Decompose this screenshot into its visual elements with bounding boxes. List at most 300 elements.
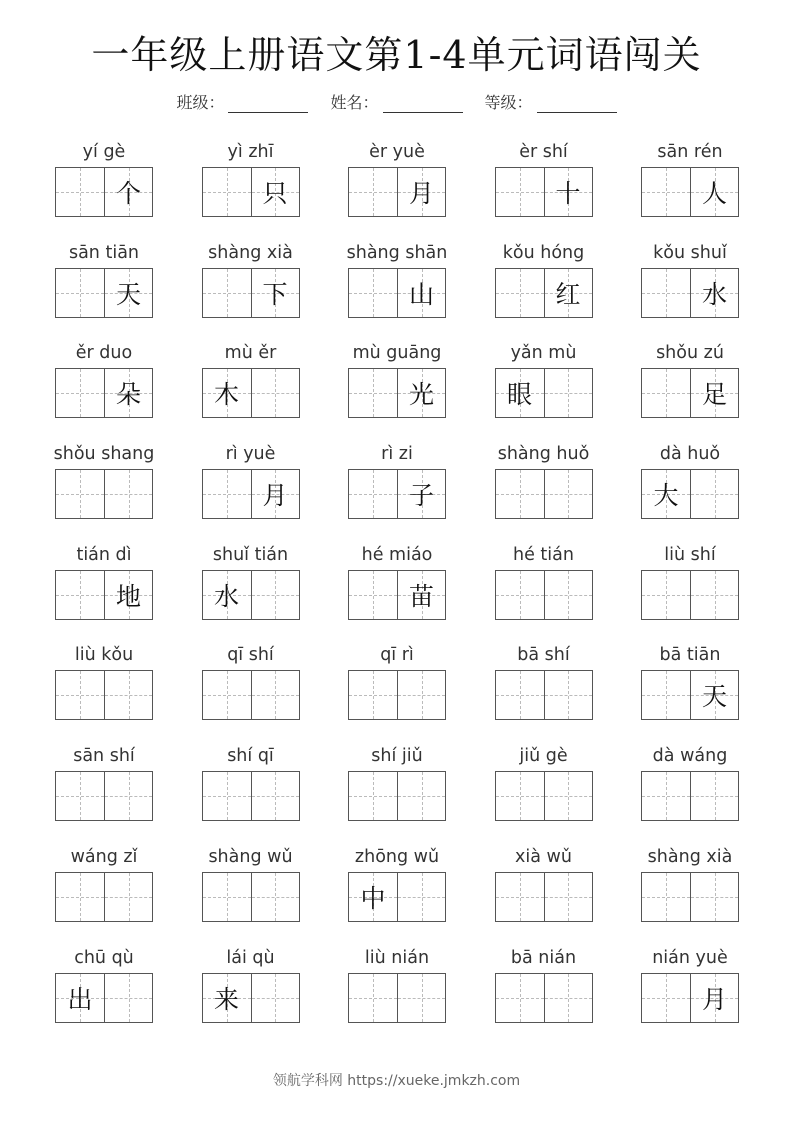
word-item (55, 341, 153, 442)
writing-box[interactable] (397, 269, 445, 317)
word-item (641, 845, 739, 946)
hanzi-char: 水 (213, 581, 239, 611)
writing-box[interactable] (349, 470, 397, 518)
tianzige-boxes (495, 167, 593, 217)
hanzi-char: 红 (555, 279, 581, 309)
hanzi-char: 水 (701, 279, 727, 309)
word-item (55, 643, 153, 744)
hanzi-char (496, 974, 544, 1022)
writing-box[interactable] (203, 168, 251, 216)
writing-box[interactable] (642, 974, 690, 1022)
word-item (641, 341, 739, 442)
writing-box[interactable] (690, 470, 738, 518)
pinyin-label: mù ěr (224, 343, 277, 364)
word-item (202, 845, 300, 946)
tianzige-boxes (495, 771, 593, 821)
pinyin-label: sān rén (657, 142, 723, 162)
word-item (55, 845, 153, 946)
tianzige-boxes (348, 570, 446, 620)
writing-box[interactable] (397, 772, 445, 820)
hanzi-char: 只 (262, 179, 288, 208)
student-info (0, 90, 793, 113)
word-item (641, 442, 739, 543)
word-item (641, 140, 739, 241)
tianzige-boxes (348, 670, 446, 720)
name-blank[interactable] (383, 96, 463, 113)
hanzi-char (642, 571, 690, 619)
writing-box[interactable] (496, 168, 544, 216)
pinyin-label: xià wǔ (515, 846, 572, 867)
writing-box[interactable] (642, 470, 690, 518)
word-item (348, 442, 446, 543)
hanzi-char: 木 (213, 380, 239, 410)
hanzi-char (642, 168, 690, 216)
writing-box[interactable] (690, 974, 738, 1022)
writing-box[interactable] (496, 671, 544, 719)
writing-box[interactable] (349, 772, 397, 820)
name-label: 姓名： (330, 93, 379, 112)
writing-box[interactable] (56, 470, 104, 518)
writing-box[interactable] (544, 571, 592, 619)
tianzige-boxes (641, 469, 739, 519)
writing-box[interactable] (496, 772, 544, 820)
tianzige-boxes (202, 771, 300, 821)
writing-box[interactable] (203, 873, 251, 921)
pinyin-label: shàng huǒ (497, 444, 590, 465)
tianzige-boxes (495, 570, 593, 620)
word-item (495, 241, 593, 342)
hanzi-char: 下 (262, 279, 288, 309)
word-item (348, 946, 446, 1047)
tianzige-boxes (55, 570, 153, 620)
pinyin-label: shàng shān (346, 242, 448, 263)
hanzi-char: 天 (115, 279, 141, 309)
tianzige-boxes (55, 670, 153, 720)
hanzi-char (642, 369, 690, 417)
pinyin-label: nián yuè (652, 947, 728, 968)
hanzi-char (56, 470, 104, 518)
writing-box[interactable] (349, 974, 397, 1022)
word-item (495, 643, 593, 744)
hanzi-char (349, 571, 397, 619)
tianzige-boxes (348, 973, 446, 1023)
writing-box[interactable] (690, 671, 738, 719)
tianzige-boxes (55, 368, 153, 418)
writing-box[interactable] (104, 873, 152, 921)
word-item (641, 744, 739, 845)
writing-box[interactable] (56, 772, 104, 820)
writing-box[interactable] (251, 369, 299, 417)
hanzi-char (691, 470, 738, 518)
tianzige-boxes (641, 570, 739, 620)
tianzige-boxes (202, 167, 300, 217)
grade-blank[interactable] (537, 96, 617, 113)
writing-box[interactable] (56, 269, 104, 317)
writing-box[interactable] (544, 369, 592, 417)
pinyin-label: tián dì (76, 544, 132, 565)
writing-box[interactable] (397, 974, 445, 1022)
writing-box[interactable] (397, 369, 445, 417)
pinyin-label: shàng xià (647, 846, 733, 867)
writing-box[interactable] (544, 168, 592, 216)
tianzige-boxes (202, 973, 300, 1023)
hanzi-char (105, 873, 152, 921)
writing-box[interactable] (690, 168, 738, 216)
writing-box[interactable] (56, 873, 104, 921)
hanzi-char (691, 571, 738, 619)
tianzige-boxes (641, 670, 739, 720)
tianzige-boxes (641, 973, 739, 1023)
word-item (348, 341, 446, 442)
hanzi-char (496, 671, 544, 719)
hanzi-char (545, 369, 592, 417)
hanzi-char: 地 (115, 581, 141, 611)
writing-box[interactable] (544, 974, 592, 1022)
tianzige-boxes (495, 469, 593, 519)
writing-box[interactable] (690, 571, 738, 619)
word-item (495, 543, 593, 644)
hanzi-char: 出 (67, 984, 93, 1014)
word-item (641, 946, 739, 1047)
hanzi-char (349, 671, 397, 719)
tianzige-boxes (55, 469, 153, 519)
pinyin-label: qī rì (380, 645, 414, 666)
writing-box[interactable] (642, 571, 690, 619)
writing-box[interactable] (203, 772, 251, 820)
hanzi-char (203, 873, 251, 921)
pinyin-label: shí qī (227, 746, 274, 767)
tianzige-boxes (202, 872, 300, 922)
writing-box[interactable] (397, 470, 445, 518)
hanzi-char (545, 571, 592, 619)
writing-box[interactable] (203, 470, 251, 518)
tianzige-boxes (202, 570, 300, 620)
word-item (495, 845, 593, 946)
hanzi-char: 来 (213, 984, 239, 1014)
hanzi-char: 月 (701, 984, 727, 1014)
hanzi-char (642, 772, 690, 820)
word-item (495, 140, 593, 241)
word-item (495, 341, 593, 442)
writing-box[interactable] (544, 470, 592, 518)
pinyin-label: rì yuè (225, 444, 276, 465)
hanzi-char (496, 269, 544, 317)
word-item (495, 744, 593, 845)
hanzi-char (545, 470, 592, 518)
tianzige-boxes (641, 368, 739, 418)
hanzi-char (496, 571, 544, 619)
pinyin-label: sān shí (73, 746, 135, 767)
hanzi-char (252, 369, 299, 417)
tianzige-boxes (348, 469, 446, 519)
word-item (202, 442, 300, 543)
writing-box[interactable] (349, 571, 397, 619)
writing-box[interactable] (642, 168, 690, 216)
writing-box[interactable] (104, 671, 152, 719)
writing-box[interactable] (544, 269, 592, 317)
hanzi-char: 个 (115, 179, 141, 208)
pinyin-label: dà wáng (652, 746, 728, 767)
hanzi-char (642, 974, 690, 1022)
word-item (202, 241, 300, 342)
writing-box[interactable] (690, 269, 738, 317)
hanzi-char (349, 470, 397, 518)
hanzi-char (545, 772, 592, 820)
hanzi-char: 天 (701, 682, 727, 712)
writing-box[interactable] (203, 269, 251, 317)
tianzige-boxes (202, 368, 300, 418)
writing-box[interactable] (397, 168, 445, 216)
hanzi-char: 人 (701, 179, 727, 208)
pinyin-label: dà huǒ (659, 444, 721, 465)
hanzi-char (545, 974, 592, 1022)
word-item (202, 744, 300, 845)
hanzi-char (56, 369, 104, 417)
word-item (202, 643, 300, 744)
writing-box[interactable] (496, 571, 544, 619)
writing-box[interactable] (104, 269, 152, 317)
pinyin-label: kǒu hóng (502, 242, 585, 263)
tianzige-boxes (55, 268, 153, 318)
writing-box[interactable] (251, 571, 299, 619)
word-item (495, 442, 593, 543)
tianzige-boxes (55, 973, 153, 1023)
hanzi-char (398, 772, 445, 820)
word-item (202, 341, 300, 442)
writing-box[interactable] (690, 873, 738, 921)
word-grid (55, 140, 745, 1046)
hanzi-char (252, 974, 299, 1022)
word-item (202, 946, 300, 1047)
hanzi-char (252, 671, 299, 719)
writing-box[interactable] (642, 369, 690, 417)
pinyin-label: kǒu shuǐ (653, 242, 727, 263)
hanzi-char: 苗 (408, 581, 434, 611)
writing-box[interactable] (251, 671, 299, 719)
pinyin-label: wáng zǐ (70, 846, 138, 867)
word-item (348, 140, 446, 241)
word-item (348, 643, 446, 744)
pinyin-label: yǎn mù (510, 343, 577, 364)
writing-box[interactable] (104, 168, 152, 216)
writing-box[interactable] (349, 671, 397, 719)
writing-box[interactable] (397, 571, 445, 619)
hanzi-char (349, 269, 397, 317)
pinyin-label: lái qù (226, 947, 275, 968)
tianzige-boxes (202, 670, 300, 720)
hanzi-char (56, 873, 104, 921)
tianzige-boxes (495, 268, 593, 318)
grade-label: 等级： (484, 93, 533, 112)
writing-box[interactable] (349, 269, 397, 317)
writing-box[interactable] (104, 974, 152, 1022)
tianzige-boxes (348, 368, 446, 418)
writing-box[interactable] (104, 772, 152, 820)
tianzige-boxes (641, 268, 739, 318)
hanzi-char (496, 168, 544, 216)
hanzi-char (691, 873, 738, 921)
pinyin-label: shuǐ tián (212, 544, 289, 565)
writing-box[interactable] (251, 772, 299, 820)
hanzi-char (349, 772, 397, 820)
hanzi-char (642, 873, 690, 921)
writing-box[interactable] (642, 671, 690, 719)
writing-box[interactable] (251, 269, 299, 317)
pinyin-label: shí jiǔ (371, 746, 423, 767)
class-label: 班级： (176, 93, 225, 112)
name-field (330, 90, 462, 113)
pinyin-label: èr yuè (369, 142, 425, 162)
writing-box[interactable] (496, 269, 544, 317)
word-item (641, 543, 739, 644)
writing-box[interactable] (544, 772, 592, 820)
hanzi-char (105, 470, 152, 518)
pinyin-label: yí gè (82, 142, 126, 162)
writing-box[interactable] (251, 168, 299, 216)
writing-box[interactable] (544, 671, 592, 719)
hanzi-char (349, 369, 397, 417)
writing-box[interactable] (349, 873, 397, 921)
writing-box[interactable] (496, 974, 544, 1022)
word-item (202, 543, 300, 644)
hanzi-char: 月 (408, 179, 434, 208)
pinyin-label: ěr duo (75, 343, 133, 364)
writing-box[interactable] (203, 369, 251, 417)
tianzige-boxes (641, 872, 739, 922)
hanzi-char (398, 873, 445, 921)
hanzi-char (105, 772, 152, 820)
hanzi-char (203, 269, 251, 317)
hanzi-char (496, 470, 544, 518)
class-field (176, 90, 308, 113)
word-item (55, 946, 153, 1047)
hanzi-char (105, 974, 152, 1022)
writing-box[interactable] (56, 974, 104, 1022)
writing-box[interactable] (203, 974, 251, 1022)
hanzi-char (642, 671, 690, 719)
writing-box[interactable] (56, 671, 104, 719)
writing-box[interactable] (203, 671, 251, 719)
hanzi-char (398, 974, 445, 1022)
writing-box[interactable] (56, 369, 104, 417)
hanzi-char (105, 671, 152, 719)
word-item (495, 946, 593, 1047)
tianzige-boxes (348, 771, 446, 821)
hanzi-char (545, 671, 592, 719)
writing-box[interactable] (56, 571, 104, 619)
word-item (641, 241, 739, 342)
word-item (641, 643, 739, 744)
hanzi-char (56, 671, 104, 719)
hanzi-char (398, 671, 445, 719)
hanzi-char: 子 (408, 481, 434, 511)
tianzige-boxes (348, 872, 446, 922)
hanzi-char (642, 269, 690, 317)
hanzi-char: 朵 (115, 380, 141, 410)
writing-box[interactable] (56, 168, 104, 216)
hanzi-char: 山 (408, 279, 434, 309)
tianzige-boxes (202, 469, 300, 519)
pinyin-label: bā nián (510, 947, 577, 968)
writing-box[interactable] (251, 470, 299, 518)
hanzi-char (252, 571, 299, 619)
writing-box[interactable] (349, 369, 397, 417)
pinyin-label: chū qù (74, 947, 134, 968)
pinyin-label: jiǔ gè (519, 746, 568, 767)
writing-box[interactable] (104, 369, 152, 417)
writing-box[interactable] (496, 873, 544, 921)
hanzi-char (56, 772, 104, 820)
hanzi-char: 大 (653, 481, 679, 511)
tianzige-boxes (55, 771, 153, 821)
tianzige-boxes (55, 872, 153, 922)
hanzi-char (252, 873, 299, 921)
writing-box[interactable] (251, 873, 299, 921)
hanzi-char (349, 974, 397, 1022)
writing-box[interactable] (690, 369, 738, 417)
hanzi-char: 光 (408, 380, 434, 410)
writing-box[interactable] (642, 772, 690, 820)
pinyin-label: liù nián (364, 947, 430, 968)
pinyin-label: rì zi (381, 444, 413, 465)
page-title: 一年级上册语文第1-4单元词语闯关 (91, 33, 702, 77)
writing-box[interactable] (349, 168, 397, 216)
tianzige-boxes (55, 167, 153, 217)
writing-box[interactable] (203, 571, 251, 619)
tianzige-boxes (348, 268, 446, 318)
word-item (55, 241, 153, 342)
writing-box[interactable] (690, 772, 738, 820)
pinyin-label: hé tián (513, 544, 574, 565)
tianzige-boxes (495, 368, 593, 418)
pinyin-label: shǒu zú (656, 343, 724, 364)
writing-box[interactable] (397, 671, 445, 719)
word-item (55, 442, 153, 543)
writing-box[interactable] (496, 369, 544, 417)
word-item (348, 543, 446, 644)
pinyin-label: shǒu shang (53, 444, 155, 465)
writing-box[interactable] (104, 470, 152, 518)
writing-box[interactable] (642, 269, 690, 317)
pinyin-label: liù shí (664, 544, 716, 565)
hanzi-char (56, 168, 104, 216)
hanzi-char (203, 168, 251, 216)
pinyin-label: zhōng wǔ (354, 846, 440, 867)
writing-box[interactable] (397, 873, 445, 921)
tianzige-boxes (495, 973, 593, 1023)
pinyin-label: sān tiān (68, 242, 140, 263)
pinyin-label: bā tiān (659, 645, 721, 666)
footer-watermark: 领航学科网 https://xueke.jmkzh.com (272, 1073, 521, 1089)
writing-box[interactable] (251, 974, 299, 1022)
hanzi-char (203, 772, 251, 820)
writing-box[interactable] (544, 873, 592, 921)
hanzi-char (349, 168, 397, 216)
pinyin-label: hé miáo (361, 544, 433, 565)
hanzi-char: 十 (555, 179, 581, 208)
tianzige-boxes (495, 872, 593, 922)
writing-box[interactable] (104, 571, 152, 619)
word-item (55, 744, 153, 845)
writing-box[interactable] (642, 873, 690, 921)
hanzi-char: 月 (262, 481, 288, 511)
tianzige-boxes (348, 167, 446, 217)
class-blank[interactable] (228, 96, 308, 113)
hanzi-char (496, 873, 544, 921)
tianzige-boxes (641, 167, 739, 217)
writing-box[interactable] (496, 470, 544, 518)
pinyin-label: yì zhī (227, 142, 274, 162)
